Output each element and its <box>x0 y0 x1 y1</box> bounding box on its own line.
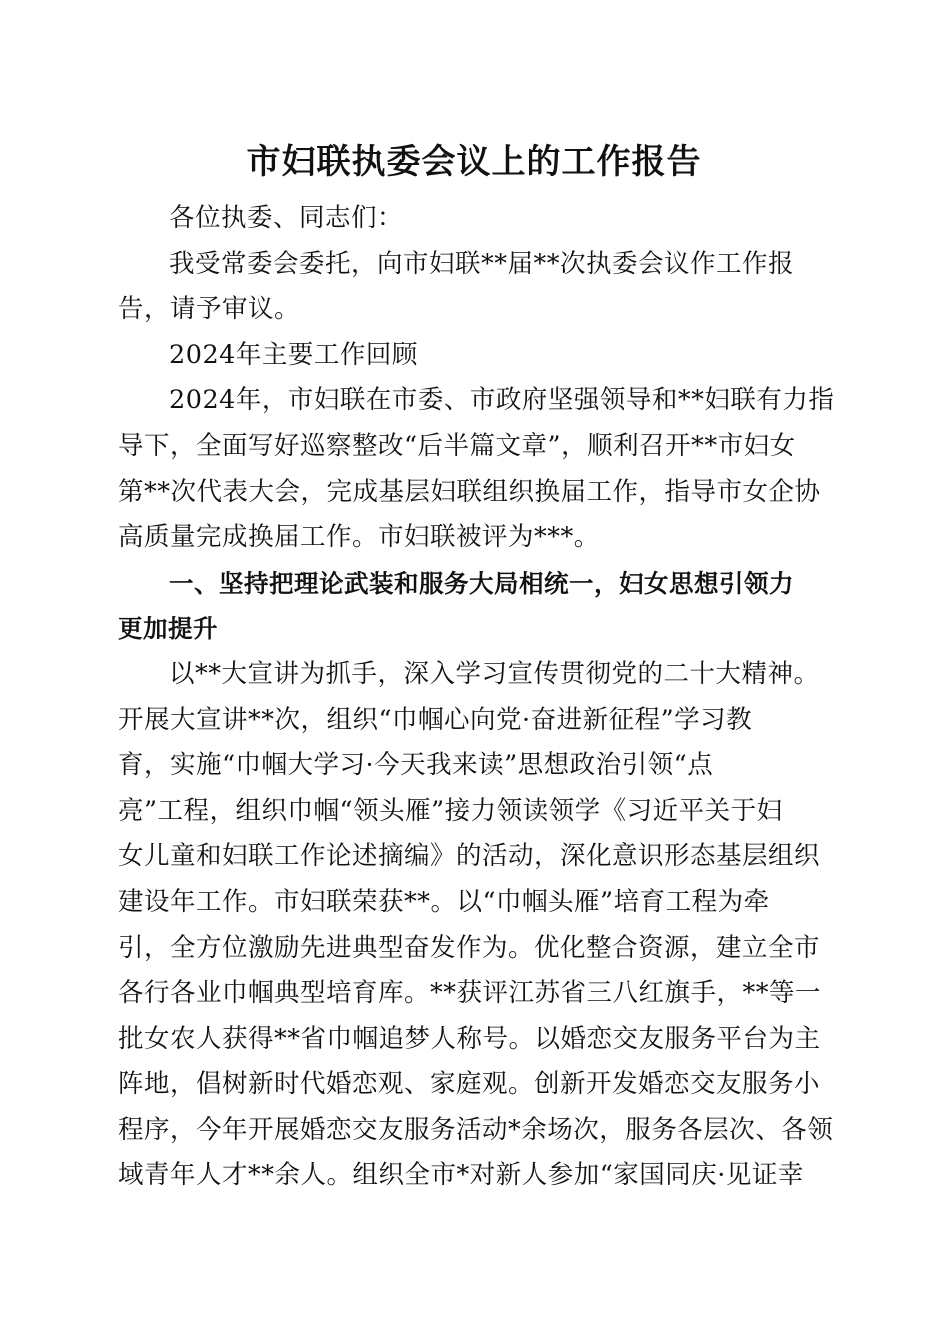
text-line: 导下，全面写好巡察整改“后半篇文章”，顺利召开**市妇女 <box>118 430 796 461</box>
text-line: 育，实施“巾帼大学习·今天我来读”思想政治引领“点 <box>118 750 714 781</box>
text-line: 我受常委会委托，向市妇联**届**次执委会议作工作报 <box>169 248 795 279</box>
text-line: 亮”工程，组织巾帼“领头雁”接力领读领学《习近平关于妇 <box>118 795 783 826</box>
text-line: 域青年人才**余人。组织全市*对新人参加“家国同庆·见证幸 <box>118 1160 804 1191</box>
document-page <box>118 140 835 1199</box>
document-title: 市妇联执委会议上的工作报告 <box>246 142 702 182</box>
text-line: 引，全方位激励先进典型奋发作为。优化整合资源，建立全市 <box>118 932 821 963</box>
text-line: 建设年工作。市妇联荣获**。以“巾帼头雁”培育工程为牵 <box>118 886 770 917</box>
section-heading-line: 一、坚持把理论武装和服务大局相统一，妇女思想引领力 <box>169 568 794 598</box>
text-line: 各行各业巾帼典型培育库。**获评江苏省三八红旗手，**等一 <box>118 978 822 1009</box>
section-heading-line: 更加提升 <box>118 614 218 644</box>
text-line: 阵地，倡树新时代婚恋观、家庭观。创新开发婚恋交友服务小 <box>118 1069 821 1100</box>
text-line: 2024年主要工作回顾 <box>169 339 418 370</box>
document-body <box>118 196 835 1199</box>
text-line: 批女农人获得**省巾帼追梦人称号。以婚恋交友服务平台为主 <box>118 1023 821 1054</box>
text-line: 程序，今年开展婚恋交友服务活动*余场次，服务各层次、各领 <box>118 1114 834 1145</box>
text-line: 高质量完成换届工作。市妇联被评为***。 <box>118 522 600 553</box>
text-line: 开展大宣讲**次，组织“巾帼心向党·奋进新征程”学习教 <box>118 704 753 735</box>
text-line: 2024年，市妇联在市委、市政府坚强领导和**妇联有力指 <box>169 385 835 416</box>
text-line: 各位执委、同志们： <box>169 203 404 233</box>
text-line: 第**次代表大会，完成基层妇联组织换届工作，指导市女企协 <box>118 476 821 507</box>
text-line: 告，请予审议。 <box>118 294 301 325</box>
text-line: 女儿童和妇联工作论述摘编》的活动，深化意识形态基层组织 <box>118 841 821 872</box>
text-line: 以**大宣讲为抓手，深入学习宣传贯彻党的二十大精神。 <box>169 658 820 689</box>
